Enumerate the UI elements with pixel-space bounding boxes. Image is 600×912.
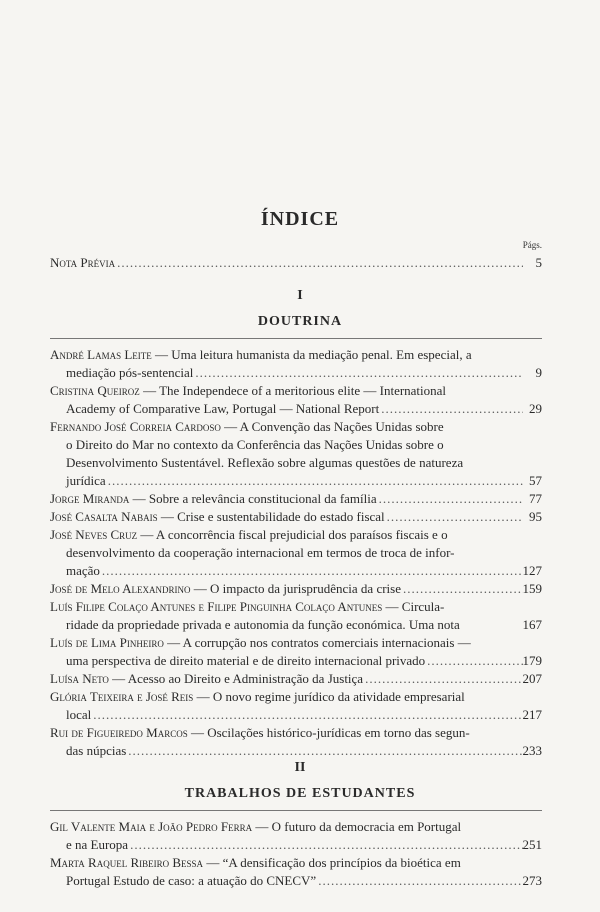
leader-dots [128,742,523,760]
toc-entry[interactable] [50,724,542,760]
toc-entry[interactable] [50,854,542,890]
toc-entry-title: — Acesso ao Direito e Administração da Justiça [112,671,364,686]
toc-entry-title: das núpcias [66,743,127,758]
toc-entry-title: local [66,707,92,722]
toc-entry-title: e na Europa [66,837,129,852]
toc-entry[interactable] [50,580,542,598]
leader-dots [381,400,523,418]
toc-entry-title: jurídica [66,473,106,488]
toc-page-number: 273 [522,873,542,888]
toc-entry-author: José de Melo Alexandrino [50,581,191,596]
toc-page-number: 167 [522,617,542,632]
toc-entry-title: — A Convenção das Nações Unidas sobre [224,419,444,434]
toc-entry-author: José Neves Cruz [50,527,138,542]
leader-dots [379,490,523,508]
toc-page-number: 57 [529,473,542,488]
toc-entry-title: — O futuro da democracia em Portugal [255,819,462,834]
page-title: ÍNDICE [260,208,340,230]
toc-entry-author: Rui de Figueiredo Marcos [50,725,188,740]
toc-entry-author: Marta Raquel Ribeiro Bessa [50,855,204,870]
toc-entry-author: Jorge Miranda [50,491,130,506]
toc-entry-author: Luísa Neto [50,671,109,686]
leader-dots [117,254,523,272]
toc-entry[interactable] [50,346,542,382]
section-2-title: TRABALHOS DE ESTUDANTES [184,786,416,801]
toc-entry[interactable] [50,598,542,634]
toc-entry-title: Desenvolvimento Sustentável. Reflexão sobre algumas questões de natureza [66,455,464,470]
toc-entry[interactable] [50,634,542,670]
toc-entry[interactable] [50,382,542,418]
toc-entry-author: André Lamas Leite [50,347,152,362]
toc-entry-title: uma perspectiva de direito material e de direito internacional privado [66,653,426,668]
toc-page-number: 233 [522,743,542,758]
leader-dots [403,580,523,598]
toc-entry-title: desenvolvimento da cooperação internacional em termos de troca de infor- [66,545,455,560]
toc-entry-title: ridade da propriedade privada e autonomia da função económica. Uma nota [66,617,460,632]
toc-page-number: 179 [522,653,542,668]
toc-entry-author: Cristina Queiroz [50,383,140,398]
toc-entry[interactable] [50,688,542,724]
toc-entry[interactable] [50,526,542,580]
toc-page-number: 29 [529,401,542,416]
toc-page-number: 207 [522,671,542,686]
leader-dots [93,706,523,724]
toc-entry-author: Luís de Lima Pinheiro [50,635,164,650]
leader-dots [318,872,523,890]
toc-entry[interactable] [50,818,542,854]
toc-entry-title: — Circula- [385,599,445,614]
toc-page-number: 127 [522,563,542,578]
toc-page-number: 77 [529,491,542,506]
toc-entry-title: — The Independece of a meritorious elite — International [143,383,447,398]
toc-entry-title: — Sobre a relevância constitucional da família [132,491,377,506]
toc-entry-title: mação [66,563,100,578]
toc-entry-title: — “A densificação dos princípios da bioética em [206,855,461,870]
toc-entry-nota-previa[interactable] [50,254,542,272]
toc-page-number: 95 [529,509,542,524]
toc-entry-title: o Direito do Mar no contexto da Conferência das Nações Unidas sobre o [66,437,444,452]
toc-entry[interactable] [50,670,542,688]
leader-dots [365,670,523,688]
leader-dots [130,836,523,854]
toc-entry-author: Glória Teixeira e José Reis [50,689,194,704]
leader-dots [195,364,523,382]
leader-dots [102,562,523,580]
toc-entry-title: — O impacto da jurisprudência da crise [193,581,401,596]
toc-entry-author: José Casalta Nabais [50,509,158,524]
section-divider [50,338,542,339]
section-1-title: DOUTRINA [257,314,343,329]
toc-entry-title: mediação pós-sentencial [66,365,194,380]
toc-page-number: 9 [535,365,542,380]
toc-entry-author: Nota Prévia [50,255,116,270]
toc-entry-title: — A corrupção nos contratos comerciais internacionais — [167,635,471,650]
toc-entry-author: Gil Valente Maia e João Pedro Ferra [50,819,253,834]
toc-entry[interactable] [50,418,542,490]
section-1-number: I [297,288,303,303]
toc-entry-title: Academy of Comparative Law, Portugal — National Report [66,401,380,416]
leader-dots [108,472,523,490]
section-2-number: II [294,760,306,775]
toc-entry-title: — Uma leitura humanista da mediação penal. Em especial, a [155,347,472,362]
toc-page-number: 251 [522,837,542,852]
toc-entry[interactable] [50,490,542,508]
toc-entry-title: — Crise e sustentabilidade do estado fiscal [160,509,385,524]
toc-page-number: 5 [535,255,542,270]
toc-entry-author: Fernando José Correia Cardoso [50,419,221,434]
toc-page-number: 217 [522,707,542,722]
toc-entry-title: — O novo regime jurídico da atividade empresarial [196,689,465,704]
toc-entry[interactable] [50,508,542,526]
toc-page-number: 159 [522,581,542,596]
toc-entry-title: Portugal Estudo de caso: a atuação do CNECV” [66,873,317,888]
leader-dots [387,508,523,526]
pages-column-label: Págs. [522,240,542,250]
toc-entry-title: — Oscilações histórico-jurídicas em torno das segun- [190,725,470,740]
leader-dots [427,652,523,670]
section-divider [50,810,542,811]
toc-entry-title: — A concorrência fiscal prejudicial dos paraísos fiscais e o [140,527,448,542]
toc-entry-author: Luís Filipe Colaço Antunes e Filipe Pinguinha Colaço Antunes [50,599,383,614]
